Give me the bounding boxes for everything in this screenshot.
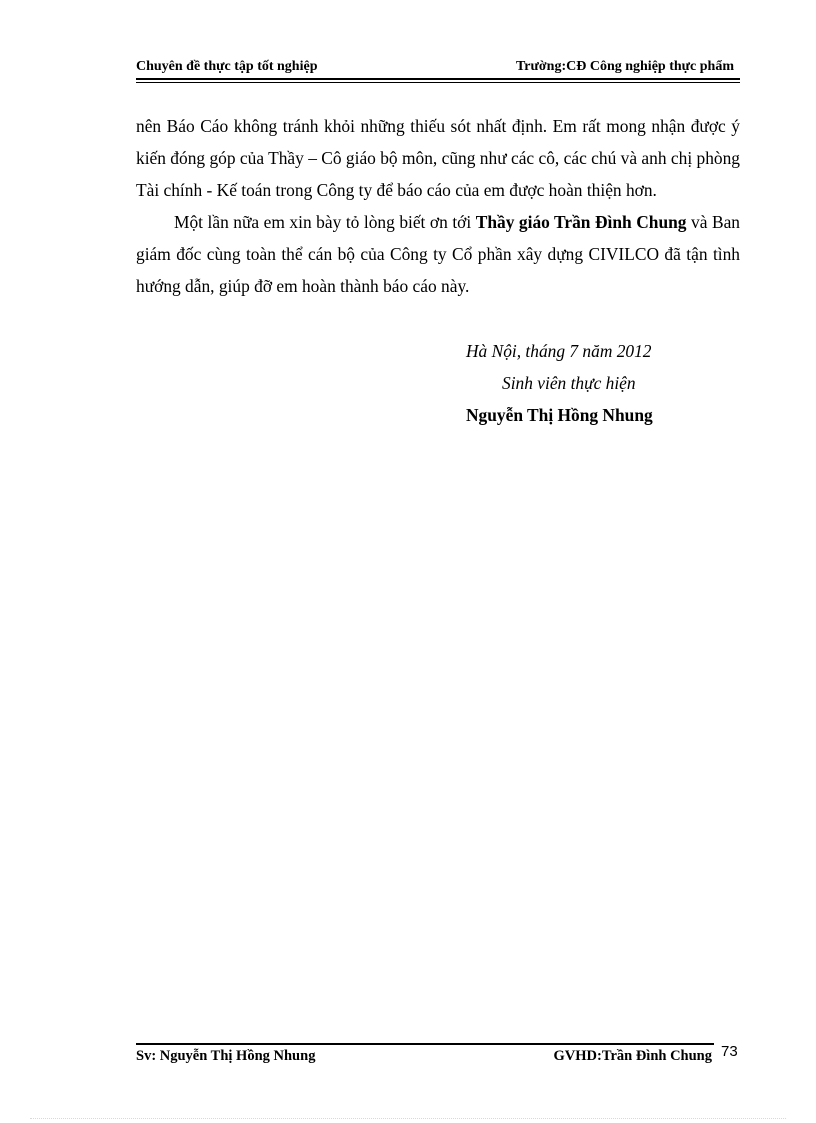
footer-divider <box>136 1043 714 1045</box>
footer-student-name: Sv: Nguyễn Thị Hồng Nhung <box>136 1048 316 1064</box>
header-school-name: Trường:CĐ Công nghiệp thực phẩm <box>516 59 734 74</box>
paragraph-2-lead: Một lần nữa em xin bày tỏ lòng biết ơn tới <box>174 212 476 232</box>
body-paragraph-2 <box>136 206 740 302</box>
signature-role: Sinh viên thực hiện <box>502 373 636 393</box>
teacher-name-bold: Thầy giáo Trần Đình Chung <box>475 212 687 232</box>
page-number: 73 <box>721 1043 738 1060</box>
header-divider-thick <box>136 78 740 80</box>
signature-name: Nguyễn Thị Hồng Nhung <box>466 405 653 425</box>
page-footer <box>136 1046 740 1068</box>
page-edge-divider <box>30 1118 786 1119</box>
footer-advisor-name: GVHD:Trần Đình Chung <box>553 1048 712 1064</box>
main-body-text <box>136 110 740 302</box>
body-paragraph-1: nên Báo Cáo không tránh khỏi những thiếu sót nhất định. Em rất mong nhận được ý kiến đóng góp của Thầy – Cô giáo bộ môn, cũng như các cô, các chú và anh chị phòng Tài chính - Kế toán trong Công ty để báo cáo của em được hoàn thiện hơn. <box>136 116 740 200</box>
paragraph-2-rest: và Ban giám đốc cùng toàn thể cán bộ của Công ty Cổ phần xây dựng CIVILCO đã tận tình hướng dẫn, giúp đỡ em hoàn thành báo cáo này. <box>136 212 740 296</box>
header-document-title: Chuyên đề thực tập tốt nghiệp <box>136 59 318 74</box>
page-header <box>136 57 740 79</box>
signature-date: Hà Nội, tháng 7 năm 2012 <box>466 341 652 361</box>
header-divider-thin <box>136 82 740 83</box>
